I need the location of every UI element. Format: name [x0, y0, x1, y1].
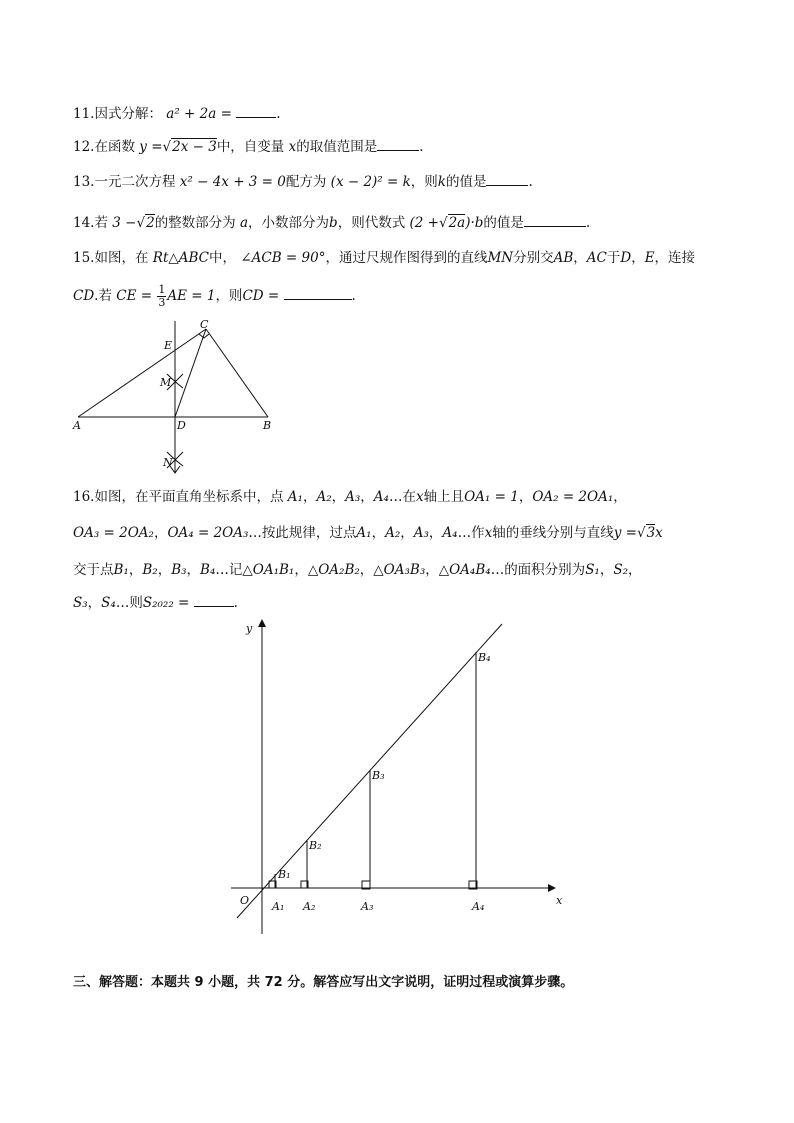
question-16-line-4: S₃，S₄…则S₂₀₂₂ = . [73, 595, 238, 611]
question-16-line-3: 交于点B₁，B₂，B₃，B₄…记△OA₁B₁，△OA₂B₂，△OA₃B₃，△OA₄B₄…的面积分别为S₁，S₂， [73, 562, 642, 578]
label-b3: B₃ [372, 769, 385, 782]
label-b1: B₁ [278, 868, 291, 881]
question-14: 14.若 3 −√2的整数部分为 a，小数部分为b，则代数式 (2 +√2a)·b的值是 . [73, 215, 591, 231]
label-a1: A₁ [272, 900, 285, 913]
answer-blank [194, 593, 234, 607]
segment-cd [175, 329, 206, 417]
label-c: C [200, 318, 209, 331]
label-a: A [73, 419, 81, 432]
fraction-one-third: $\frac{1}{3}$ [158, 283, 166, 309]
answer-blank [377, 137, 419, 151]
section-3-heading: 三、解答题：本题共 9 小题，共 72 分。解答应写出文字说明，证明过程或演算步骤。 [73, 975, 574, 990]
label-b4: B₄ [478, 651, 491, 664]
label-a4: A₄ [472, 900, 485, 913]
label-b: B [263, 419, 272, 432]
answer-blank [284, 286, 352, 300]
answer-blank [486, 172, 528, 186]
segment-cb [206, 329, 268, 417]
label-e: E [164, 339, 173, 352]
label-a2: A₂ [303, 900, 316, 913]
answer-blank [524, 213, 586, 227]
question-13: 13.一元二次方程 x² − 4x + 3 = 0配方为 (x − 2)² = k，则k的值是 . [73, 174, 533, 190]
label-n: N [163, 456, 173, 469]
label-x: x [556, 894, 563, 907]
answer-blank [236, 104, 276, 118]
question-15-line-2: CD.若 CE = $\frac{1}{3}$ AE = 1，则CD = . [73, 283, 356, 309]
figure-16-coordinate-plane [225, 612, 575, 942]
q11-expression: a² + 2a = [166, 106, 232, 122]
question-11: 11.因式分解： a² + 2a = . [73, 106, 281, 122]
label-d: D [177, 419, 186, 432]
question-16: 16.如图，在平面直角坐标系中，点 A₁，A₂，A₃，A₄…在x轴上且OA₁ = 1，OA₂ = 2OA₁， [73, 489, 627, 505]
label-a3: A₃ [361, 900, 374, 913]
label-o: O [240, 894, 250, 907]
question-12: 12.在函数 y =√2x − 3中，自变量 x的取值范围是 . [73, 139, 424, 155]
question-16-line-2: OA₃ = 2OA₂，OA₄ = 2OA₃…按此规律，过点A₁，A₂，A₃，A₄…作x轴的垂线分别与直线y =√3x [73, 525, 663, 541]
question-15: 15.如图，在 Rt△ABC中， ∠ACB = 90°，通过尺规作图得到的直线MN分别交AB，AC于D，E，连接 [73, 250, 696, 266]
label-y: y [246, 622, 253, 635]
figure-15-triangle [66, 316, 286, 478]
label-m: M [160, 376, 172, 389]
label-b2: B₂ [309, 839, 322, 852]
segment-ac [78, 329, 206, 417]
